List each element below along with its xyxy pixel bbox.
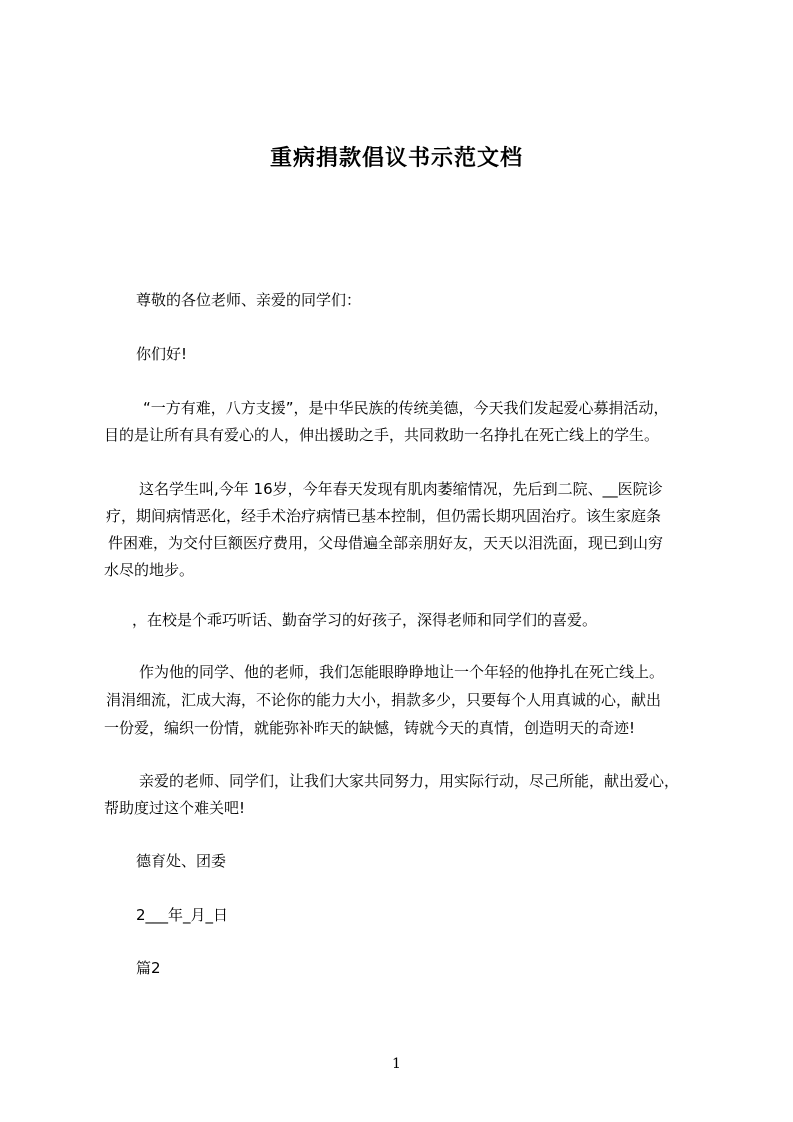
signature: 德育处、团委 [136,852,227,870]
page-number: 1 [392,1056,401,1072]
greeting: 尊敬的各位老师、亲爱的同学们： [136,291,362,309]
paragraph-2-line-1: 这名学生叫,今年 16岁，今年春天发现有肌肉萎缩情况，先后到二院、__医院诊 [139,480,663,498]
date-line: 2___年_月_日 [136,906,229,924]
paragraph-2-line-3: 件困难，为交付巨额医疗费用，父母借遍全部亲朋好友，天天以泪洗面，现已到山穷 [108,534,664,552]
paragraph-1-line-2: 目的是让所有具有爱心的人，伸出援助之手，共同救助一名挣扎在死亡线上的学生。 [104,426,660,444]
paragraph-5-line-1: 亲爱的老师、同学们，让我们大家共同努力，用实际行动，尽己所能，献出爱心， [139,772,680,790]
next-section-heading: 篇2 [136,959,161,977]
paragraph-4-line-2: 涓涓细流，汇成大海，不论你的能力大小，捐款多少，只要每个人用真诚的心，献出 [106,691,662,709]
hello-line: 你们好! [136,345,188,363]
paragraph-1-line-1: “一方有难，八方支援”，是中华民族的传统美德，今天我们发起爱心募捐活动， [143,399,669,417]
paragraph-5-line-2: 帮助度过这个难关吧! [104,799,246,817]
paragraph-4-line-1: 作为他的同学、他的老师，我们怎能眼睁睁地让一个年轻的他挣扎在死亡线上。 [139,663,665,681]
document-title: 重病捐款倡议书示范文档 [269,146,523,171]
paragraph-2-line-4: 水尽的地步。 [104,561,195,579]
paragraph-2-line-2: 疗，期间病情恶化，经手术治疗病情已基本控制，但仍需长期巩固治疗。该生家庭条 [106,507,662,525]
paragraph-4-line-3: 一份爱，编织一份情，就能弥补昨天的缺憾，铸就今天的真情，创造明天的奇迹! [104,719,636,737]
paragraph-3: ，在校是个乖巧听话、勤奋学习的好孩子，深得老师和同学们的喜爱。 [132,611,598,629]
